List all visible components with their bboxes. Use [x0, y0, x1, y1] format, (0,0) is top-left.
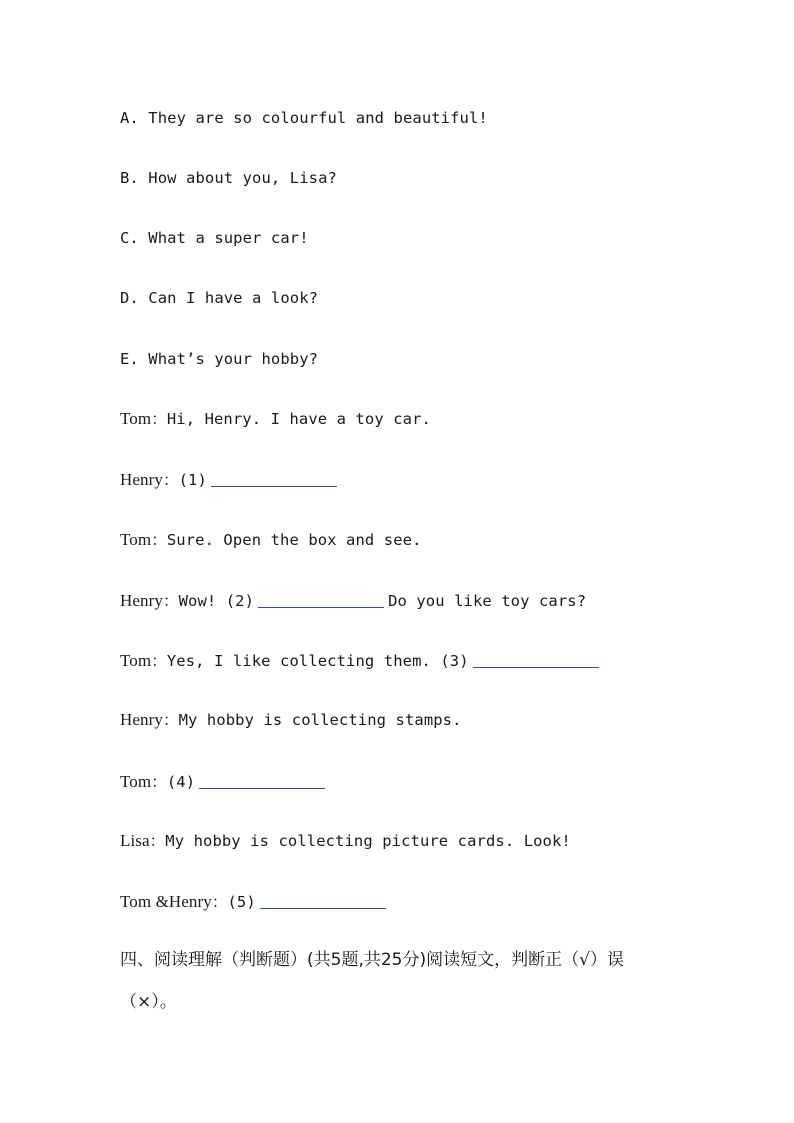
- speaker-separator: ：: [149, 832, 166, 850]
- dialogue-text: (4): [166, 773, 196, 791]
- answer-blank-1[interactable]: [211, 470, 337, 487]
- dialogue-line-4: [120, 589, 586, 612]
- speaker-separator: ：: [151, 531, 167, 549]
- option-e: E. What’s your hobby?: [120, 350, 319, 368]
- speaker-name: Lisa: [120, 831, 150, 850]
- dialogue-line-2: [120, 468, 341, 491]
- answer-blank-4[interactable]: [199, 772, 325, 789]
- speaker-name: Tom: [120, 651, 152, 670]
- dialogue-line-3: [120, 529, 422, 551]
- answer-blank-5[interactable]: [260, 892, 386, 909]
- dialogue-text: (5): [227, 893, 256, 911]
- option-c: C. What a super car!: [120, 229, 309, 247]
- section-title: 四、阅读理解（判断题）(共5题,共25分)阅读短文，判断正（√）误（×）。: [120, 950, 624, 1012]
- speaker-name: Henry: [120, 710, 163, 729]
- dialogue-line-6: [120, 709, 462, 731]
- dialogue-text: My hobby is collecting picture cards. Look!: [165, 832, 571, 850]
- speaker-separator: ：: [162, 711, 179, 729]
- dialogue-text: (1): [178, 471, 207, 489]
- speaker-name: Tom: [120, 530, 152, 549]
- dialogue-text: Sure. Open the box and see.: [166, 531, 422, 549]
- dialogue-text: Hi, Henry. I have a toy car.: [166, 410, 431, 428]
- speaker-separator: ：: [151, 652, 167, 670]
- speaker-name: Tom: [120, 772, 152, 791]
- dialogue-line-8: [120, 830, 571, 852]
- dialogue-line-5: [120, 649, 603, 672]
- speaker-name: Henry: [120, 591, 163, 610]
- speaker-separator: ：: [162, 471, 179, 489]
- speaker-name: Tom &Henry: [120, 892, 212, 911]
- dialogue-line-7: [120, 770, 329, 793]
- speaker-separator: ：: [151, 773, 167, 791]
- speaker-name: Henry: [120, 470, 163, 489]
- answer-blank-3[interactable]: [473, 651, 599, 668]
- option-b: B. How about you, Lisa?: [120, 169, 337, 187]
- speaker-separator: ：: [162, 592, 179, 610]
- dialogue-text-after: Do you like toy cars?: [388, 592, 587, 610]
- speaker-separator: ：: [151, 410, 167, 428]
- dialogue-text: Yes, I like collecting them. (3): [166, 652, 469, 670]
- dialogue-line-9: [120, 890, 390, 913]
- dialogue-text: My hobby is collecting stamps.: [178, 711, 462, 729]
- dialogue-text: Wow! (2): [178, 592, 255, 610]
- dialogue-line-1: [120, 408, 431, 430]
- answer-blank-2[interactable]: [258, 591, 384, 608]
- speaker-name: Tom: [120, 409, 152, 428]
- option-d: D. Can I have a look?: [120, 289, 319, 307]
- option-a: A. They are so colourful and beautiful!: [120, 109, 488, 127]
- speaker-separator: ：: [211, 893, 228, 911]
